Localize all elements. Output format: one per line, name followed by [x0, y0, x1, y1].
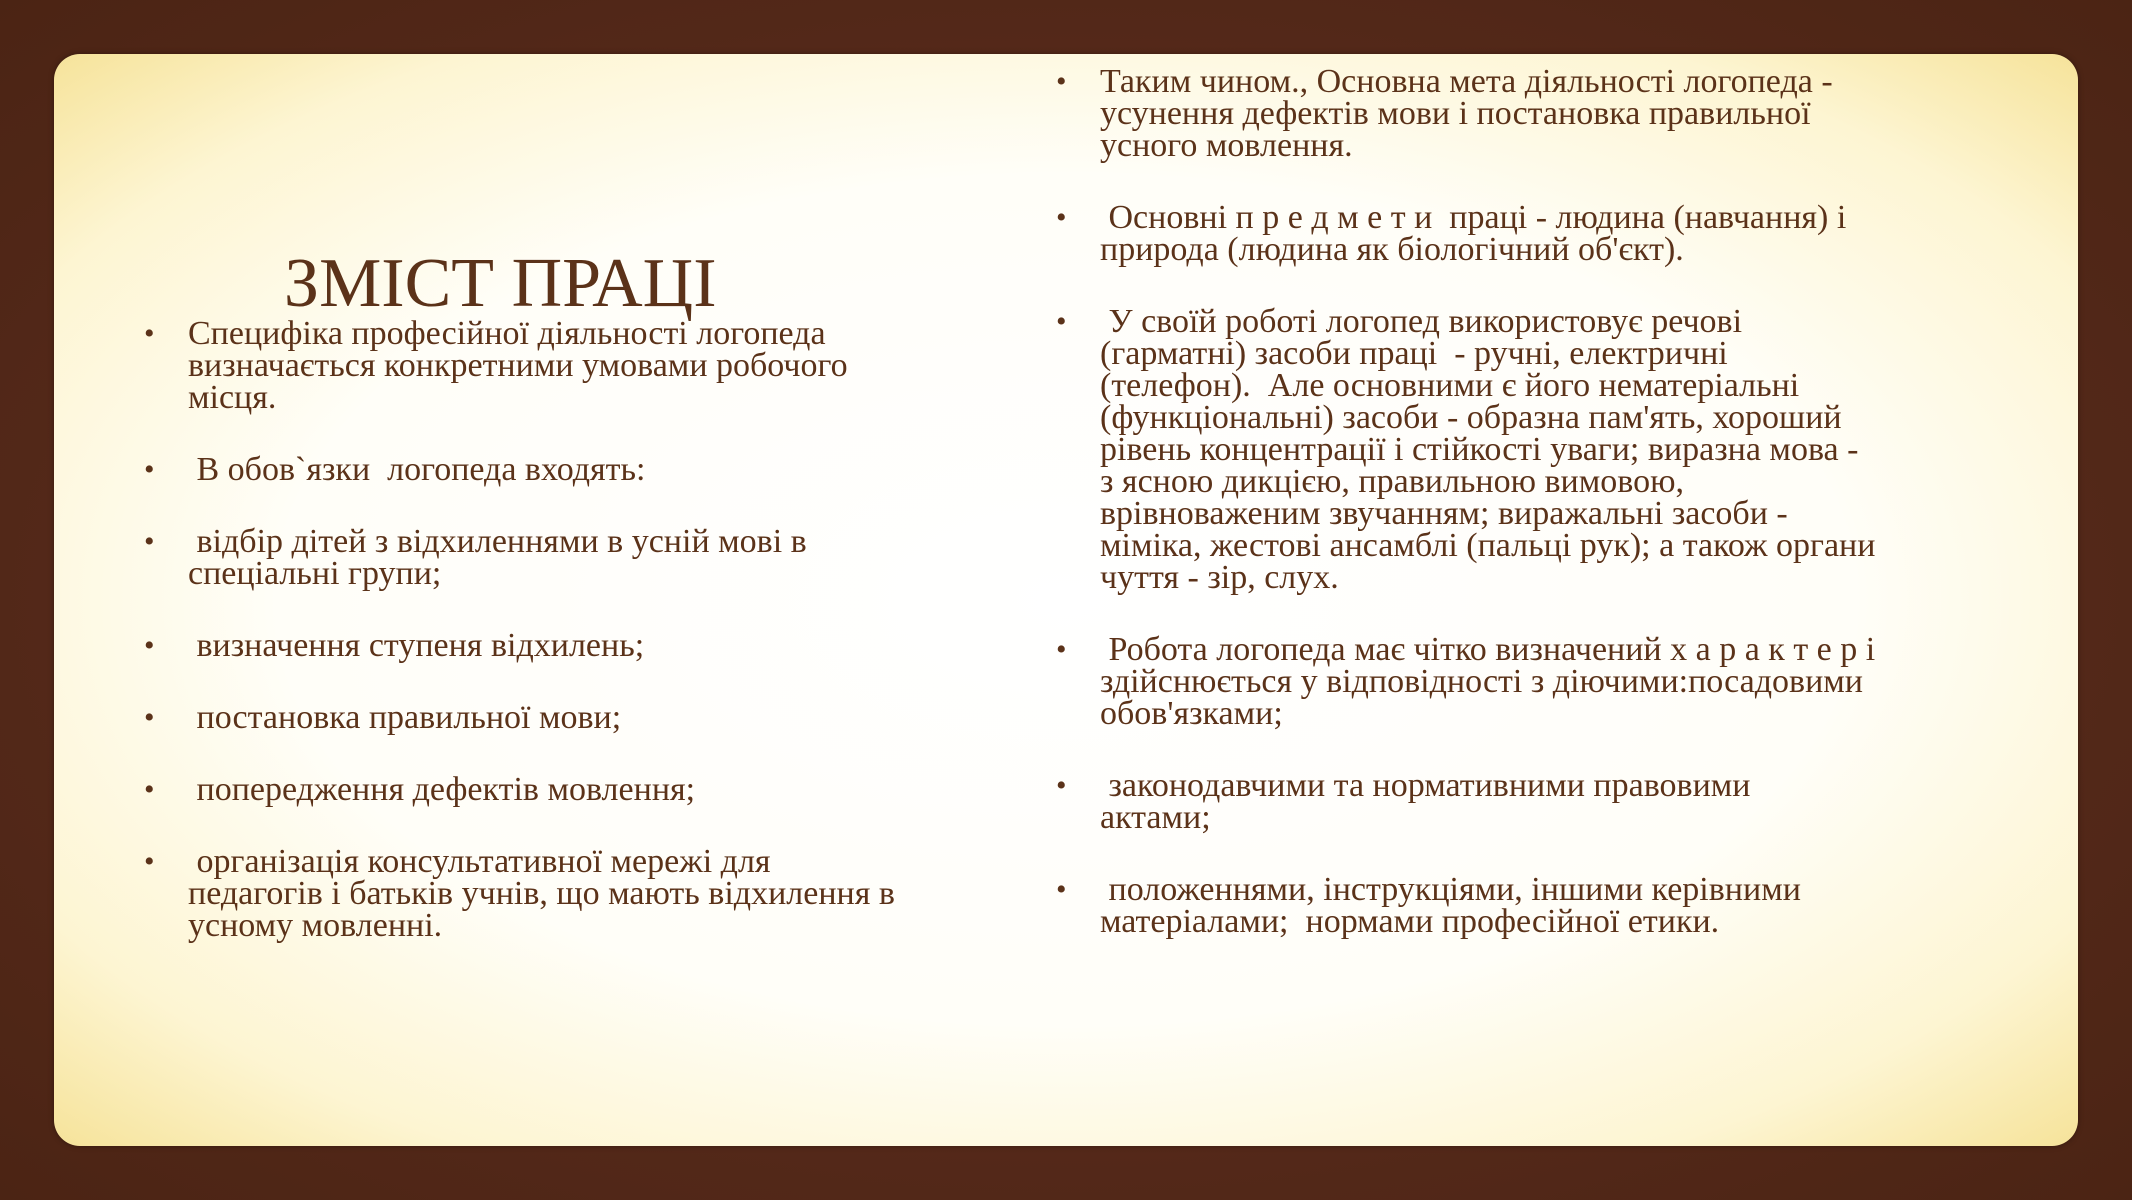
item-line: В обов`язки логопеда входять: — [188, 451, 646, 488]
list-item — [1056, 303, 2056, 596]
bullet-icon: • — [144, 701, 155, 734]
item-line: з ясною дикцією, правильною вимовою, — [1100, 463, 1684, 500]
list-item — [1056, 63, 2056, 164]
item-line: педагогів і батьків учнів, що мають відхилення в — [188, 875, 895, 912]
bullet-icon: • — [1056, 633, 1067, 666]
list-item — [1056, 871, 2056, 940]
item-line: матеріалами; нормами професійної етики. — [1100, 903, 1720, 940]
item-line: рівень концентрації і стійкості уваги; виразна мова - — [1100, 431, 1859, 468]
list-item — [1056, 631, 2056, 732]
item-line: постановка правильної мови; — [188, 699, 622, 736]
item-line: Специфіка професійної діяльності логопеда — [188, 315, 826, 352]
list-item — [144, 315, 1024, 416]
item-line: усунення дефектів мови і постановка правильної — [1100, 95, 1811, 132]
bullet-icon: • — [144, 773, 155, 806]
bullet-icon: • — [144, 525, 155, 558]
bullet-icon: • — [1056, 873, 1067, 906]
item-line: місця. — [188, 379, 277, 416]
bullet-icon: • — [144, 317, 155, 350]
item-line: актами; — [1100, 799, 1211, 836]
list-item — [144, 627, 1024, 664]
item-line: здійснюється у відповідності з діючими:посадовими — [1100, 663, 1863, 700]
item-line: У своїй роботі логопед використовує речові — [1100, 303, 1743, 340]
item-line: законодавчими та нормативними правовими — [1100, 767, 1751, 804]
bullet-icon: • — [144, 845, 155, 878]
item-line: врівноваженим звучанням; виражальні засоби - — [1100, 495, 1788, 532]
list-item — [1056, 767, 2056, 836]
list-item — [1056, 199, 2056, 268]
list-item — [144, 451, 1024, 488]
bullet-icon: • — [1056, 65, 1067, 98]
item-line: Робота логопеда має чітко визначений х а р а к т е р і — [1100, 631, 1876, 668]
item-line: природа (людина як біологічний об'єкт). — [1100, 231, 1684, 268]
left-bullet-list — [144, 315, 1024, 944]
item-line: організація консультативної мережі для — [188, 843, 771, 880]
item-line: (гарматні) засоби праці - ручні, електричні — [1100, 335, 1728, 372]
item-line: Таким чином., Основна мета діяльності логопеда - — [1100, 63, 1833, 100]
item-line: чуття - зір, слух. — [1100, 559, 1339, 596]
bullet-icon: • — [1056, 201, 1067, 234]
item-line: Основні п р е д м е т и праці - людина (навчання) і — [1100, 199, 1847, 236]
item-line: визначається конкретними умовами робочого — [188, 347, 848, 384]
bullet-icon: • — [1056, 769, 1067, 802]
right-bullet-list — [1056, 63, 2056, 940]
item-line: попередження дефектів мовлення; — [188, 771, 696, 808]
bullet-icon: • — [144, 453, 155, 486]
bullet-icon: • — [144, 629, 155, 662]
item-line: усного мовлення. — [1100, 127, 1353, 164]
list-item — [144, 699, 1024, 736]
item-line: визначення ступеня відхилень; — [188, 627, 645, 664]
item-line: усному мовленні. — [188, 907, 443, 944]
slide-title: ЗМІСТ ПРАЦІ — [284, 245, 717, 322]
item-line: (функціональні) засоби - образна пам'ять, хороший — [1100, 399, 1842, 436]
item-line: міміка, жестові ансамблі (пальці рук); а також органи — [1100, 527, 1876, 564]
list-item — [144, 523, 1024, 592]
list-item — [144, 771, 1024, 808]
item-line: спеціальні групи; — [188, 555, 442, 592]
item-line: положеннями, інструкціями, іншими керівними — [1100, 871, 1801, 908]
list-item — [144, 843, 1024, 944]
bullet-icon: • — [1056, 305, 1067, 338]
item-line: (телефон). Але основними є його нематеріальні — [1100, 367, 1800, 404]
item-line: обов'язками; — [1100, 695, 1283, 732]
item-line: відбір дітей з відхиленнями в усній мові в — [188, 523, 807, 560]
